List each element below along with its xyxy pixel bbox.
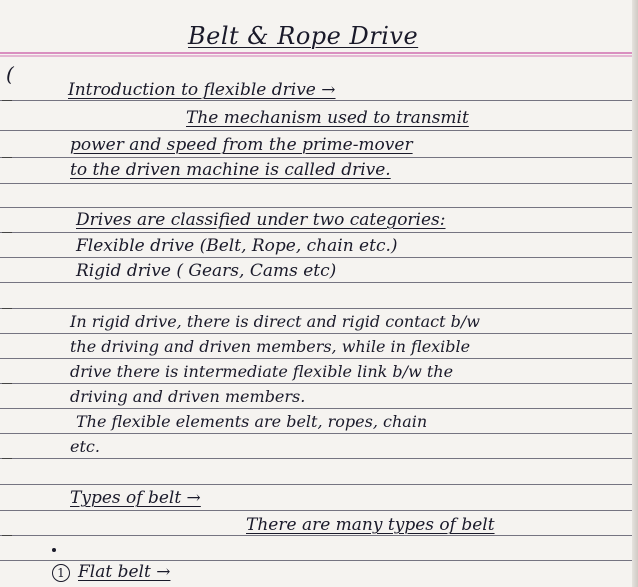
comparison-line-2: the driving and driven members, while in flexible [70,337,471,356]
types-heading: Types of belt → [70,488,201,508]
page-title: Belt & Rope Drive [188,22,419,50]
ruled-line [0,484,638,485]
comparison-line-3: drive there is intermediate flexible link b/w the [70,362,454,381]
classification-line-2: Flexible drive (Belt, Rope, chain etc.) [76,236,398,256]
ruled-line [0,535,638,536]
item-number-circle: 1 [52,564,70,582]
ruled-line [0,560,638,561]
top-margin-line-2 [0,55,638,57]
intro-line-3: to the driven machine is called drive. [70,160,391,180]
bullet-dot [52,548,56,552]
ruled-line [0,100,638,101]
margin-dash [2,308,12,309]
ruled-line [0,232,638,233]
margin-dash [2,535,12,536]
intro-heading: Introduction to flexible drive → [68,80,336,100]
comparison-line-6: etc. [70,437,100,456]
ruled-line [0,358,638,359]
item-flat-belt [52,562,170,582]
margin-dash [2,157,12,158]
ruled-line [0,157,638,158]
ruled-line [0,308,638,309]
intro-line-2: power and speed from the prime-mover [70,135,413,155]
margin-dash [2,100,12,101]
item-flat-belt-label: Flat belt → [78,562,171,582]
margin-dash [2,232,12,233]
types-line: There are many types of belt [246,515,495,535]
margin-dash [2,458,12,459]
intro-line-1: The mechanism used to transmit [186,108,469,128]
comparison-line-5: The flexible elements are belt, ropes, chain [76,412,428,431]
ruled-line [0,257,638,258]
ruled-line [0,282,638,283]
ruled-line [0,383,638,384]
margin-mark: ( [6,62,14,86]
comparison-line-4: driving and driven members. [70,387,306,406]
classification-line-3: Rigid drive ( Gears, Cams etc) [76,261,337,281]
ruled-line [0,433,638,434]
classification-line-1: Drives are classified under two categories: [76,210,446,230]
ruled-line [0,458,638,459]
ruled-line [0,408,638,409]
comparison-line-1: In rigid drive, there is direct and rigid contact b/w [70,312,480,331]
margin-dash [2,383,12,384]
ruled-line [0,183,638,184]
top-margin-line [0,52,638,54]
ruled-line [0,333,638,334]
ruled-line [0,130,638,131]
ruled-line [0,510,638,511]
ruled-line [0,207,638,208]
page-edge [632,0,638,587]
